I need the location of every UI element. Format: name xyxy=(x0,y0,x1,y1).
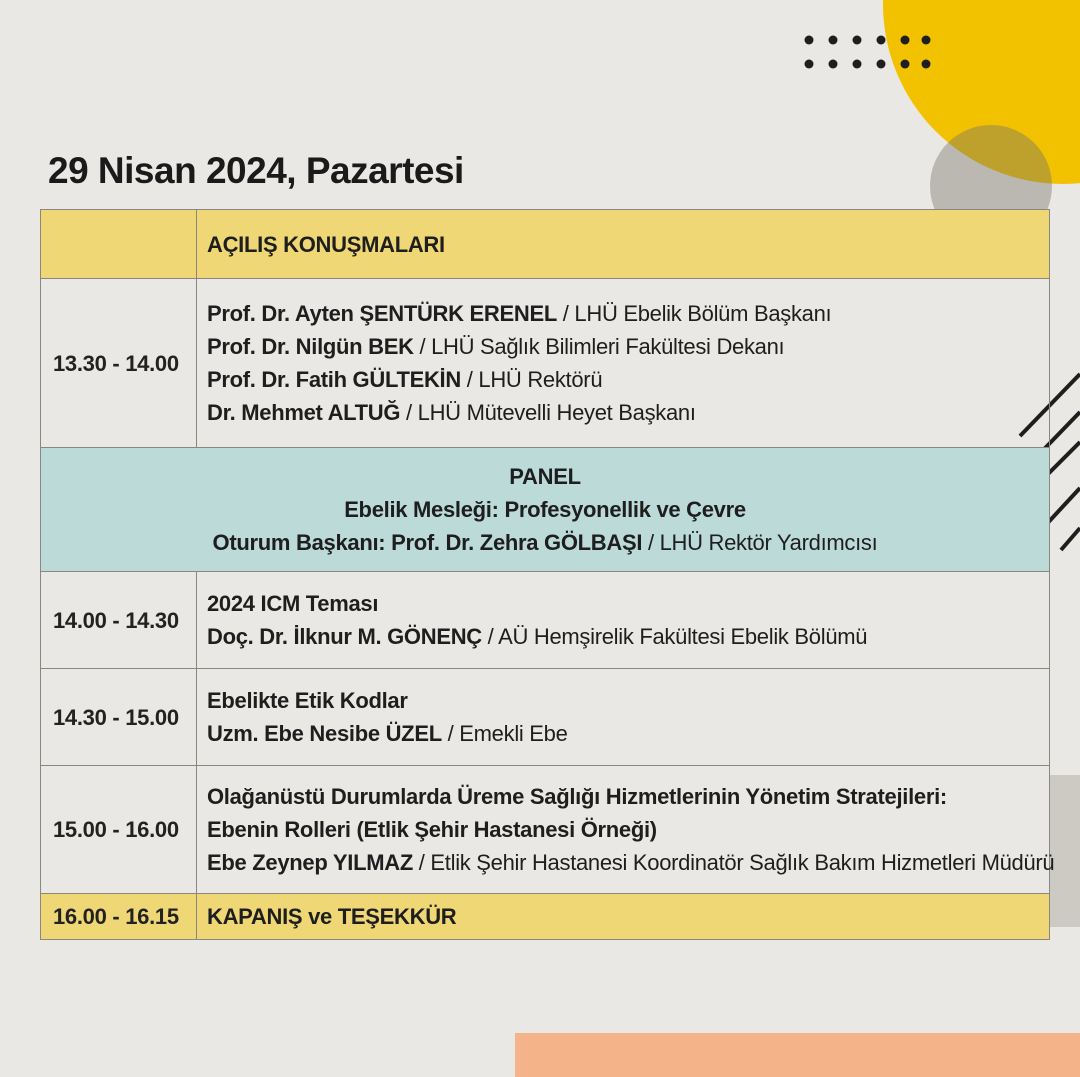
speeches-list xyxy=(197,279,1050,448)
speaker-role: / LHÜ Mütevelli Heyet Başkanı xyxy=(400,400,696,425)
session-details xyxy=(197,572,1050,669)
session-time: 14.30 - 15.00 xyxy=(41,669,197,766)
speaker-line xyxy=(207,297,1039,330)
speaker-line xyxy=(207,396,1039,429)
panel-cell xyxy=(41,448,1050,572)
session-time: 15.00 - 16.00 xyxy=(41,766,197,894)
opening-label: AÇILIŞ KONUŞMALARI xyxy=(197,210,1050,279)
panel-chair-label: Oturum Başkanı: Prof. Dr. Zehra GÖLBAŞI xyxy=(212,530,643,555)
speaker-name: Prof. Dr. Ayten ŞENTÜRK ERENEL xyxy=(207,301,557,326)
closing-row xyxy=(41,894,1050,940)
decorative-dot-grid xyxy=(800,30,940,74)
session-speaker-line xyxy=(207,846,1055,879)
session-details xyxy=(197,766,1055,894)
schedule-table xyxy=(40,209,1055,940)
session-details xyxy=(197,669,1050,766)
speaker-role: / LHÜ Ebelik Bölüm Başkanı xyxy=(556,301,832,326)
opening-time xyxy=(41,210,197,279)
decorative-peach-rect xyxy=(515,1033,1080,1077)
session-speaker-line xyxy=(207,717,1039,750)
session-speaker: Uzm. Ebe Nesibe ÜZEL xyxy=(207,721,442,746)
session-affiliation: / Emekli Ebe xyxy=(441,721,568,746)
session-affiliation: / AÜ Hemşirelik Fakültesi Ebelik Bölümü xyxy=(481,624,868,649)
session-speaker: Doç. Dr. İlknur M. GÖNENÇ xyxy=(207,624,482,649)
speaker-role: / LHÜ Sağlık Bilimleri Fakültesi Dekanı xyxy=(413,334,785,359)
decorative-grey-rect xyxy=(1050,775,1080,927)
speaker-line xyxy=(207,363,1039,396)
session-row xyxy=(41,766,1050,894)
closing-time: 16.00 - 16.15 xyxy=(41,894,197,940)
speaker-name: Prof. Dr. Nilgün BEK xyxy=(207,334,414,359)
session-affiliation: / Etlik Şehir Hastanesi Koordinatör Sağlık Bakım Hizmetleri Müdürü xyxy=(412,850,1055,875)
speaker-role: / LHÜ Rektörü xyxy=(460,367,603,392)
opening-row xyxy=(41,210,1050,279)
session-time: 14.00 - 14.30 xyxy=(41,572,197,669)
panel-topic: Ebelik Mesleği: Profesyonellik ve Çevre xyxy=(344,497,746,522)
panel-chair-role: / LHÜ Rektör Yardımcısı xyxy=(642,530,878,555)
speeches-row xyxy=(41,279,1050,448)
session-title: 2024 ICM Teması xyxy=(207,591,379,616)
session-row xyxy=(41,669,1050,766)
page-title: 29 Nisan 2024, Pazartesi xyxy=(48,150,464,191)
speaker-name: Prof. Dr. Fatih GÜLTEKİN xyxy=(207,367,461,392)
session-row xyxy=(41,572,1050,669)
session-speaker-line xyxy=(207,620,1039,653)
speeches-time: 13.30 - 14.00 xyxy=(41,279,197,448)
closing-label: KAPANIŞ ve TEŞEKKÜR xyxy=(197,894,1050,940)
panel-heading: PANEL xyxy=(509,464,581,489)
session-title: Olağanüstü Durumlarda Üreme Sağlığı Hizmetlerinin Yönetim Stratejileri: xyxy=(207,784,947,809)
panel-row xyxy=(41,448,1050,572)
speaker-name: Dr. Mehmet ALTUĞ xyxy=(207,400,401,425)
panel-chair xyxy=(51,526,1039,559)
session-speaker: Ebe Zeynep YILMAZ xyxy=(207,850,413,875)
speaker-line xyxy=(207,330,1039,363)
session-title: Ebelikte Etik Kodlar xyxy=(207,688,408,713)
session-title: Ebenin Rolleri (Etlik Şehir Hastanesi Örneği) xyxy=(207,817,657,842)
